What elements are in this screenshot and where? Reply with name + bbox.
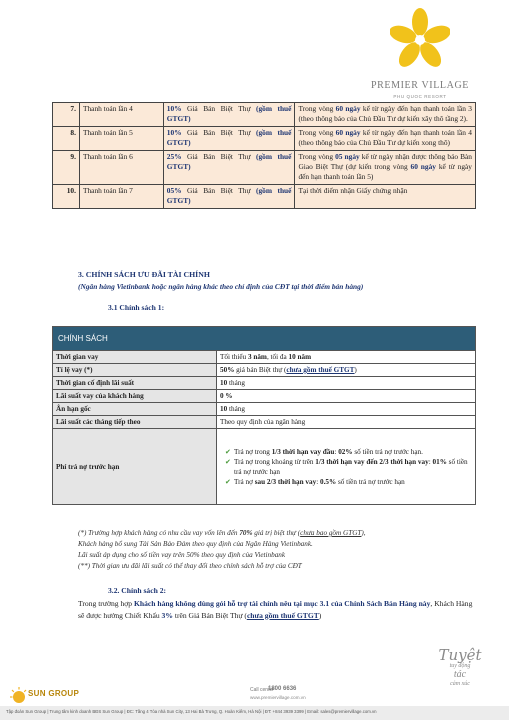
hotline-number: 1800 6636 [268,686,297,692]
fee-list-item [225,447,472,457]
check-icon: ✔ [225,447,231,456]
policy-row [53,364,476,377]
vat-note: (gồm thuế GTGT) [166,185,292,206]
text-run: trên Giá Bán Biệt Thự ( [172,610,247,620]
percent-value: 10% [166,127,182,137]
text-run: Lãi suất áp dụng cho số tiền vay trên 50% theo quy định của Vietinbank [78,551,286,559]
policy-fee-value [217,429,476,505]
text-run: : [334,447,339,456]
check-icon: ✔ [225,477,231,486]
hotline-label: Call center [250,687,274,693]
text-run: 60 ngày [335,104,361,113]
text-run: kể từ ngày nhận được thông báo Bàn Giao Biệt Thự (dự kiến trong vòng [298,151,472,172]
payment-number: 10. [53,184,80,208]
policy-label: Thời gian cố định lãi suất [53,377,217,390]
policy-value [217,364,476,377]
section-3-title: 3. CHÍNH SÁCH ƯU ĐÃI TÀI CHÍNH [78,270,210,279]
policy-label: Lãi suất các tháng tiếp theo [53,416,217,429]
percent-text: Giá Bán Biệt Thự [181,104,256,113]
policy-table [52,326,476,505]
policy-value [217,351,476,364]
percent-text: Giá Bán Biệt Thự [181,185,256,195]
text-run: 10 [220,379,228,387]
vat-note: (gồm thuế GTGT) [166,104,292,124]
section-3-2-title: 3.2. Chính sách 2: [108,586,167,595]
payment-row [53,126,476,150]
text-run: 05 ngày [335,151,360,161]
text-run: số tiền trả nợ trước hạn. [352,447,423,456]
payment-number: 8. [53,126,80,150]
percent-text: Giá Bán Biệt Thự [181,127,256,137]
percent-value: 25% [166,151,182,161]
page-footer [0,680,509,720]
text-run: , Khách Hàng sẽ được hưởng Chiết Khấu [78,599,473,620]
payment-number: 9. [53,150,80,184]
text-run: chưa gồm thuế GTGT [286,366,355,374]
percent-value: 05% [166,185,182,195]
payment-term [295,103,476,127]
payment-stage: Thanh toán lần 7 [79,184,163,208]
text-run: số tiền trả nợ trước hạn [234,457,468,476]
sun-group-logo-text: SUN GROUP [28,689,80,698]
text-run: Theo quy định của ngân hàng [220,418,306,426]
text-run: số tiền trả nợ trước hạn [336,477,405,486]
text-run: Khách hàng không dùng gói hỗ trợ tài chính nêu tại mục 3.1 của Chính Sách Bán Hàng này [133,599,431,608]
policy-row [53,390,476,403]
policy-row [53,351,476,364]
text-run: Trả nợ trong khoảng từ trên [234,457,316,466]
text-run: : [428,457,433,466]
text-run: Trả nợ [234,477,255,486]
policy-value [217,416,476,429]
payment-schedule-table [52,102,476,209]
text-run: Trả nợ trong [234,447,272,456]
text-run: chưa bao gồm GTGT [300,529,362,537]
tagline-line-1: Tuyệt [438,646,482,664]
percent-text: Giá Bán Biệt Thự [181,151,256,161]
text-run: giá bán Biệt thự ( [234,366,287,374]
text-run: 3 năm [247,353,267,361]
text-run: 10 [220,405,228,413]
text-run: tháng [227,405,245,413]
text-run: (*) Trường hợp khách hàng có nhu cầu vay vốn lên đến [78,529,240,537]
text-run: kể từ ngày đến hạn thanh toán lần 5) [298,162,472,182]
company-address: Tập đoàn Sun Group | Trung tâm kinh doanh BĐS Sun Group | ĐC: Tầng 4 Tòa nhà Sun City, 13 Hai Bà Trưng, Q. Hoàn Kiếm, Hà Nội | ĐT: +844 3939 3399 | Email: sales@premiervillage.com.vn [6,709,377,714]
policy-value [217,403,476,416]
fee-list [225,447,472,487]
text-run: sau 2/3 thời hạn vay [254,477,317,486]
text-run: Trong trường hợp [78,599,134,608]
text-run: Trong vòng [298,151,336,161]
footnote-line [78,561,478,572]
policy-row [53,416,476,429]
text-run: kể từ ngày đến hạn thanh toán lần 3 (theo thông báo của Chủ Đầu Tư dự kiến xây thô tầng 2). [298,104,473,124]
payment-percent [163,150,295,184]
payment-row [53,150,476,184]
text-run: 60 ngày [335,127,361,137]
text-run: Khách hàng bổ sung Tài Sản Bảo Đảm theo quy định của Ngân Hàng Vietinbank. [78,540,313,548]
policy-label: Ân hạn gốc [53,403,217,416]
text-run: 50% [220,366,235,374]
text-run: kể từ ngày đến hạn thanh toán lần 4 (theo thông báo của Chủ Đầu Tư dự kiến xong thô) [298,127,473,148]
section-3-2-paragraph [78,598,478,621]
text-run: 02% [338,447,353,456]
policy-label: Lãi suất vay của khách hàng [53,390,217,403]
text-run: 1/3 thời hạn vay đến 2/3 thời hạn vay [315,457,429,466]
payment-term [295,126,476,150]
payment-stage: Thanh toán lần 6 [79,150,163,184]
tagline-line-0: tuy động [449,663,471,669]
tagline-line-3: cảm xúc [450,681,470,687]
payment-row [53,103,476,127]
text-run: 70% [239,529,253,537]
text-run: , tối đa [266,353,289,361]
text-run: 60 ngày [410,162,436,172]
payment-percent [163,103,295,127]
policy-row [53,403,476,416]
flower-logo-icon [390,6,450,78]
section-3-note: (Ngân hàng Vietinbank hoặc ngân hàng khác theo chỉ định của CĐT tại thời điểm bán hàng) [78,282,364,291]
footnote-line [78,539,478,550]
vat-note: (gồm thuế GTGT) [166,151,292,172]
payment-term [295,150,476,184]
footnotes [78,528,478,572]
text-run: 0.5% [320,477,337,486]
premier-village-logo [364,6,476,102]
payment-row [53,184,476,208]
policy-header: CHÍNH SÁCH [53,327,476,351]
brand-subtitle: PHU QUOC RESORT [393,94,447,99]
text-run: chưa gồm thuế GTGT [246,610,319,620]
text-run: Trong vòng [298,127,336,137]
policy-value [217,377,476,390]
text-run: 1/3 thời hạn vay đầu [271,447,335,456]
text-run: giá trị biệt thự ( [252,529,301,537]
payment-percent [163,184,295,208]
text-run: 01% [432,457,447,466]
policy-value [217,390,476,403]
policy-header-row [53,327,476,351]
text-run: 0 % [220,392,233,400]
footnote-line [78,528,478,539]
vat-note: (gồm thuế GTGT) [166,127,292,148]
payment-percent [163,126,295,150]
text-run: 10 năm [288,353,312,361]
payment-number: 7. [53,103,80,127]
policy-fee-label: Phí trả nợ trước hạn [53,429,217,505]
payment-stage: Thanh toán lần 5 [79,126,163,150]
website-link[interactable]: www.premiervillage.com.vn [250,695,306,700]
text-run: : [316,477,321,486]
section-3-1-title: 3.1 Chính sách 1: [108,303,165,312]
text-run: Tại thời điểm nhận Giấy chứng nhận [298,185,408,195]
text-run: ) [354,366,357,374]
text-run: (**) Thời gian ưu đãi lãi suất có thể thay đổi theo chính sách hỗ trợ của CĐT [78,562,302,570]
policy-label: Tỉ lệ vay (*) [53,364,217,377]
fee-list-item [225,477,472,487]
payment-stage: Thanh toán lần 4 [79,103,163,127]
text-run: Trong vòng [298,104,336,113]
text-run: tháng [227,379,245,387]
check-icon: ✔ [225,457,231,466]
brand-name: PREMIER VILLAGE [371,80,469,91]
text-run: Tối thiểu [220,353,248,361]
footnote-line [78,550,478,561]
policy-fee-row [53,429,476,505]
tagline-line-2: tác [453,669,467,680]
text-run: ), [361,529,366,537]
percent-value: 10% [166,104,182,113]
fee-list-item [225,457,472,477]
policy-label: Thời gian vay [53,351,217,364]
payment-term [295,184,476,208]
text-run: ) [318,610,322,620]
policy-row [53,377,476,390]
text-run: 3% [161,610,173,620]
